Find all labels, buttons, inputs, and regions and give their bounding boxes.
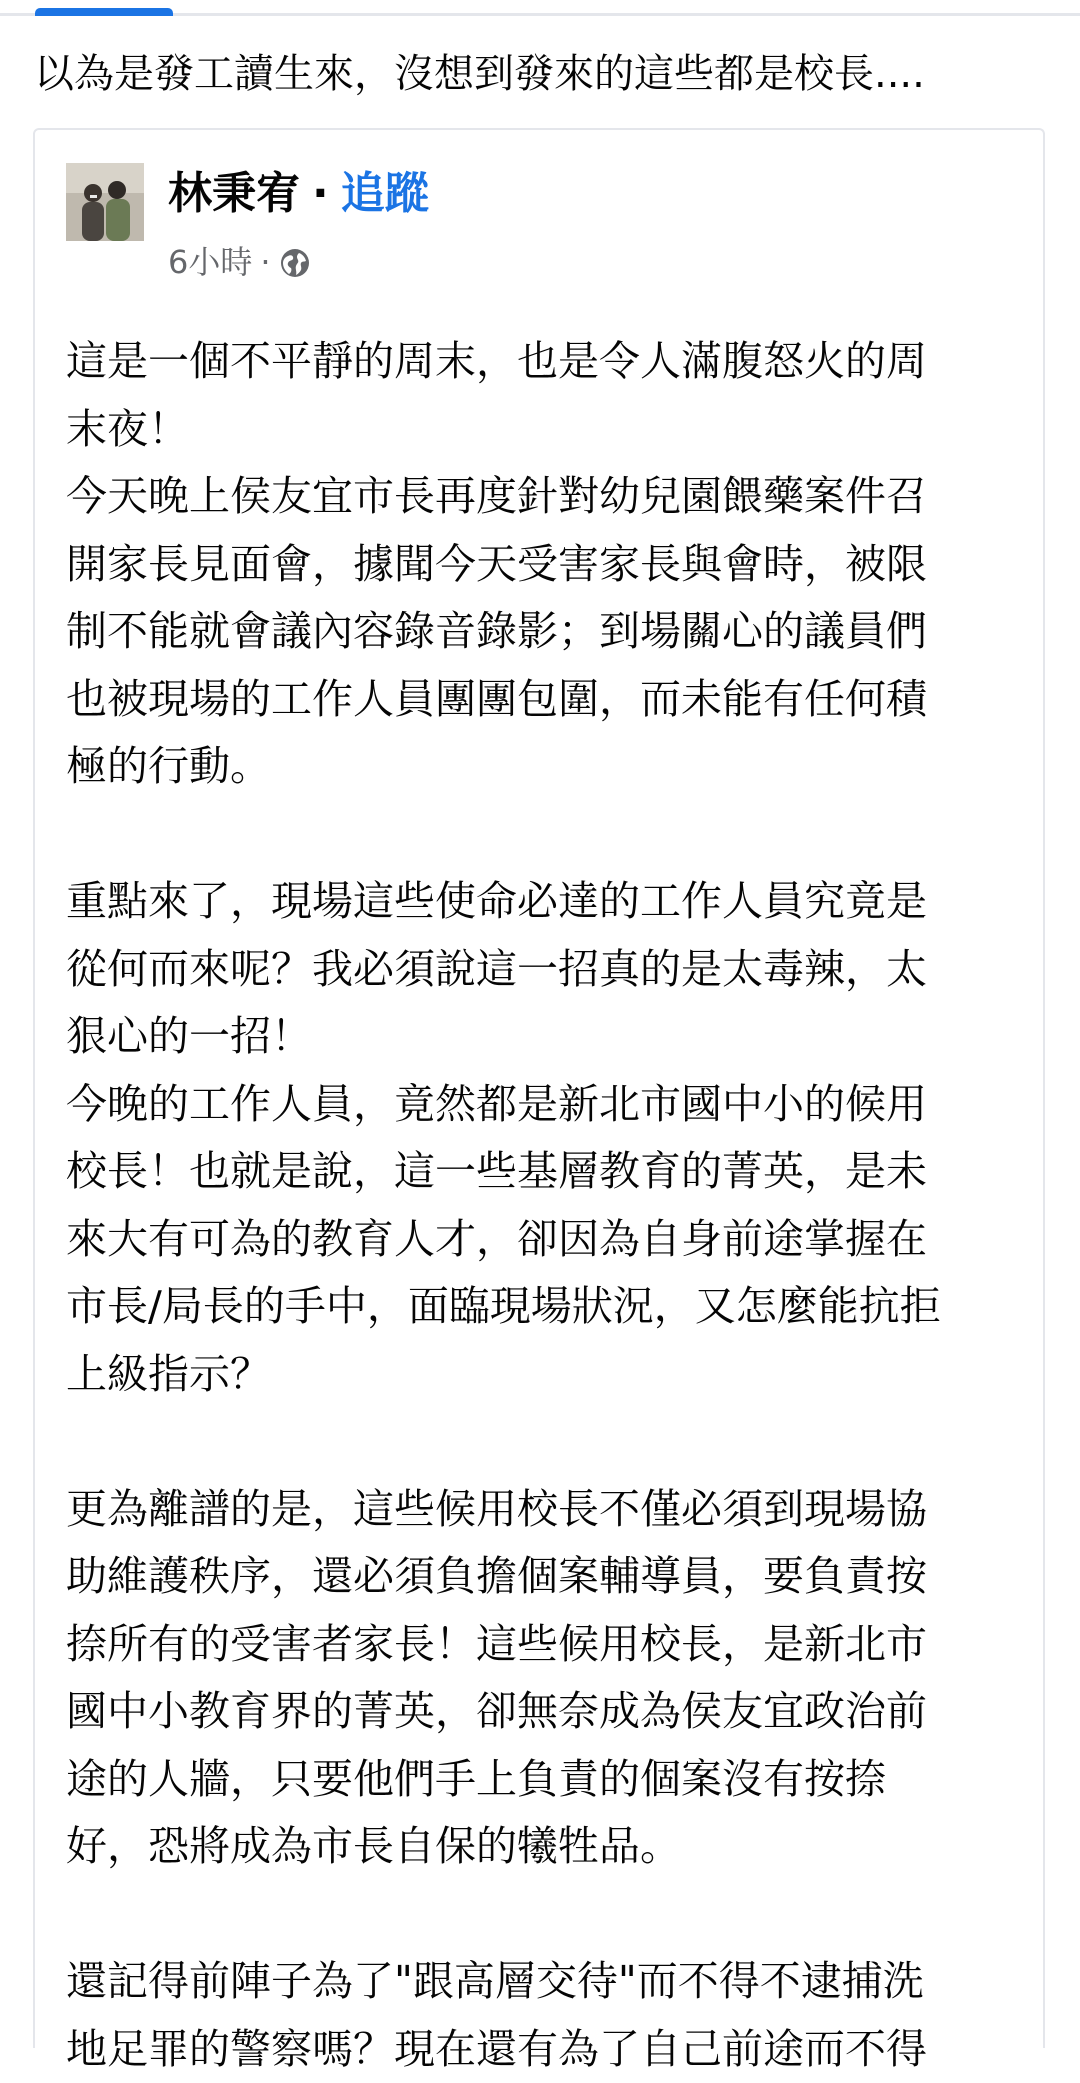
paragraph-gap: [66, 1881, 1041, 1949]
text-line: 助維護秩序，還必須負擔個案輔導員，要負責按: [66, 1543, 1041, 1611]
paragraph: [66, 1948, 1041, 2083]
text-line: 從何而來呢？我必須說這一招真的是太毒辣，太: [66, 936, 1041, 1004]
text-line: 重點來了，現場這些使命必達的工作人員究竟是: [66, 868, 1041, 936]
text-line: 國中小教育界的菁英，卻無奈成為侯友宜政治前: [66, 1678, 1041, 1746]
separator-dot: ·: [312, 168, 329, 219]
paragraph: [66, 1476, 1041, 1881]
text-line: 捺所有的受害者家長！這些候用校長，是新北市: [66, 1611, 1041, 1679]
text-line: 校長！也就是說，這一些基層教育的菁英，是未: [66, 1138, 1041, 1206]
paragraph-gap: [66, 1408, 1041, 1476]
paragraph: [66, 328, 1041, 801]
top-tab-bar: [0, 0, 1080, 16]
text-line: 今晚的工作人員，竟然都是新北市國中小的候用: [66, 1071, 1041, 1139]
follow-button[interactable]: 追蹤: [341, 168, 429, 219]
text-line: 地足罪的警察嗎？現在還有為了自己前途而不得: [66, 2016, 1041, 2083]
active-tab-indicator[interactable]: [35, 8, 173, 16]
author-line: [168, 164, 429, 224]
author-avatar[interactable]: [66, 163, 144, 241]
text-line: 這是一個不平靜的周末，也是令人滿腹怒火的周: [66, 328, 1041, 396]
text-line: 制不能就會議內容錄音錄影；到場關心的議員們: [66, 598, 1041, 666]
shared-post-card[interactable]: [33, 128, 1045, 2048]
text-line: 今天晚上侯友宜市長再度針對幼兒園餵藥案件召: [66, 463, 1041, 531]
text-line: 市長/局長的手中，面臨現場狀況，又怎麼能抗拒: [66, 1273, 1041, 1341]
author-name[interactable]: 林秉宥: [168, 168, 300, 219]
text-line: 途的人牆，只要他們手上負責的個案沒有按捺: [66, 1746, 1041, 1814]
text-line: 末夜！: [66, 396, 1041, 464]
share-caption: 以為是發工讀生來，沒想到發來的這些都是校長....: [34, 44, 1054, 104]
text-line: 來大有可為的教育人才，卻因為自身前途掌握在: [66, 1206, 1041, 1274]
text-line: 極的行動。: [66, 733, 1041, 801]
text-line: 狠心的一招！: [66, 1003, 1041, 1071]
post-time[interactable]: 6小時: [168, 240, 252, 284]
paragraph: [66, 868, 1041, 1408]
text-line: 開家長見面會，據聞今天受害家長與會時，被限: [66, 531, 1041, 599]
text-line: 上級指示？: [66, 1341, 1041, 1409]
text-line: 好，恐將成為市長自保的犧牲品。: [66, 1813, 1041, 1881]
meta-separator: ·: [260, 240, 270, 284]
post-meta: [168, 240, 311, 284]
globe-icon: [279, 246, 311, 278]
text-line: 更為離譜的是，這些候用校長不僅必須到現場協: [66, 1476, 1041, 1544]
text-line: 還記得前陣子為了"跟高層交待"而不得不逮捕洗: [66, 1948, 1041, 2016]
post-body: [66, 328, 1041, 2083]
paragraph-gap: [66, 801, 1041, 869]
text-line: 也被現場的工作人員團團包圍，而未能有任何積: [66, 666, 1041, 734]
